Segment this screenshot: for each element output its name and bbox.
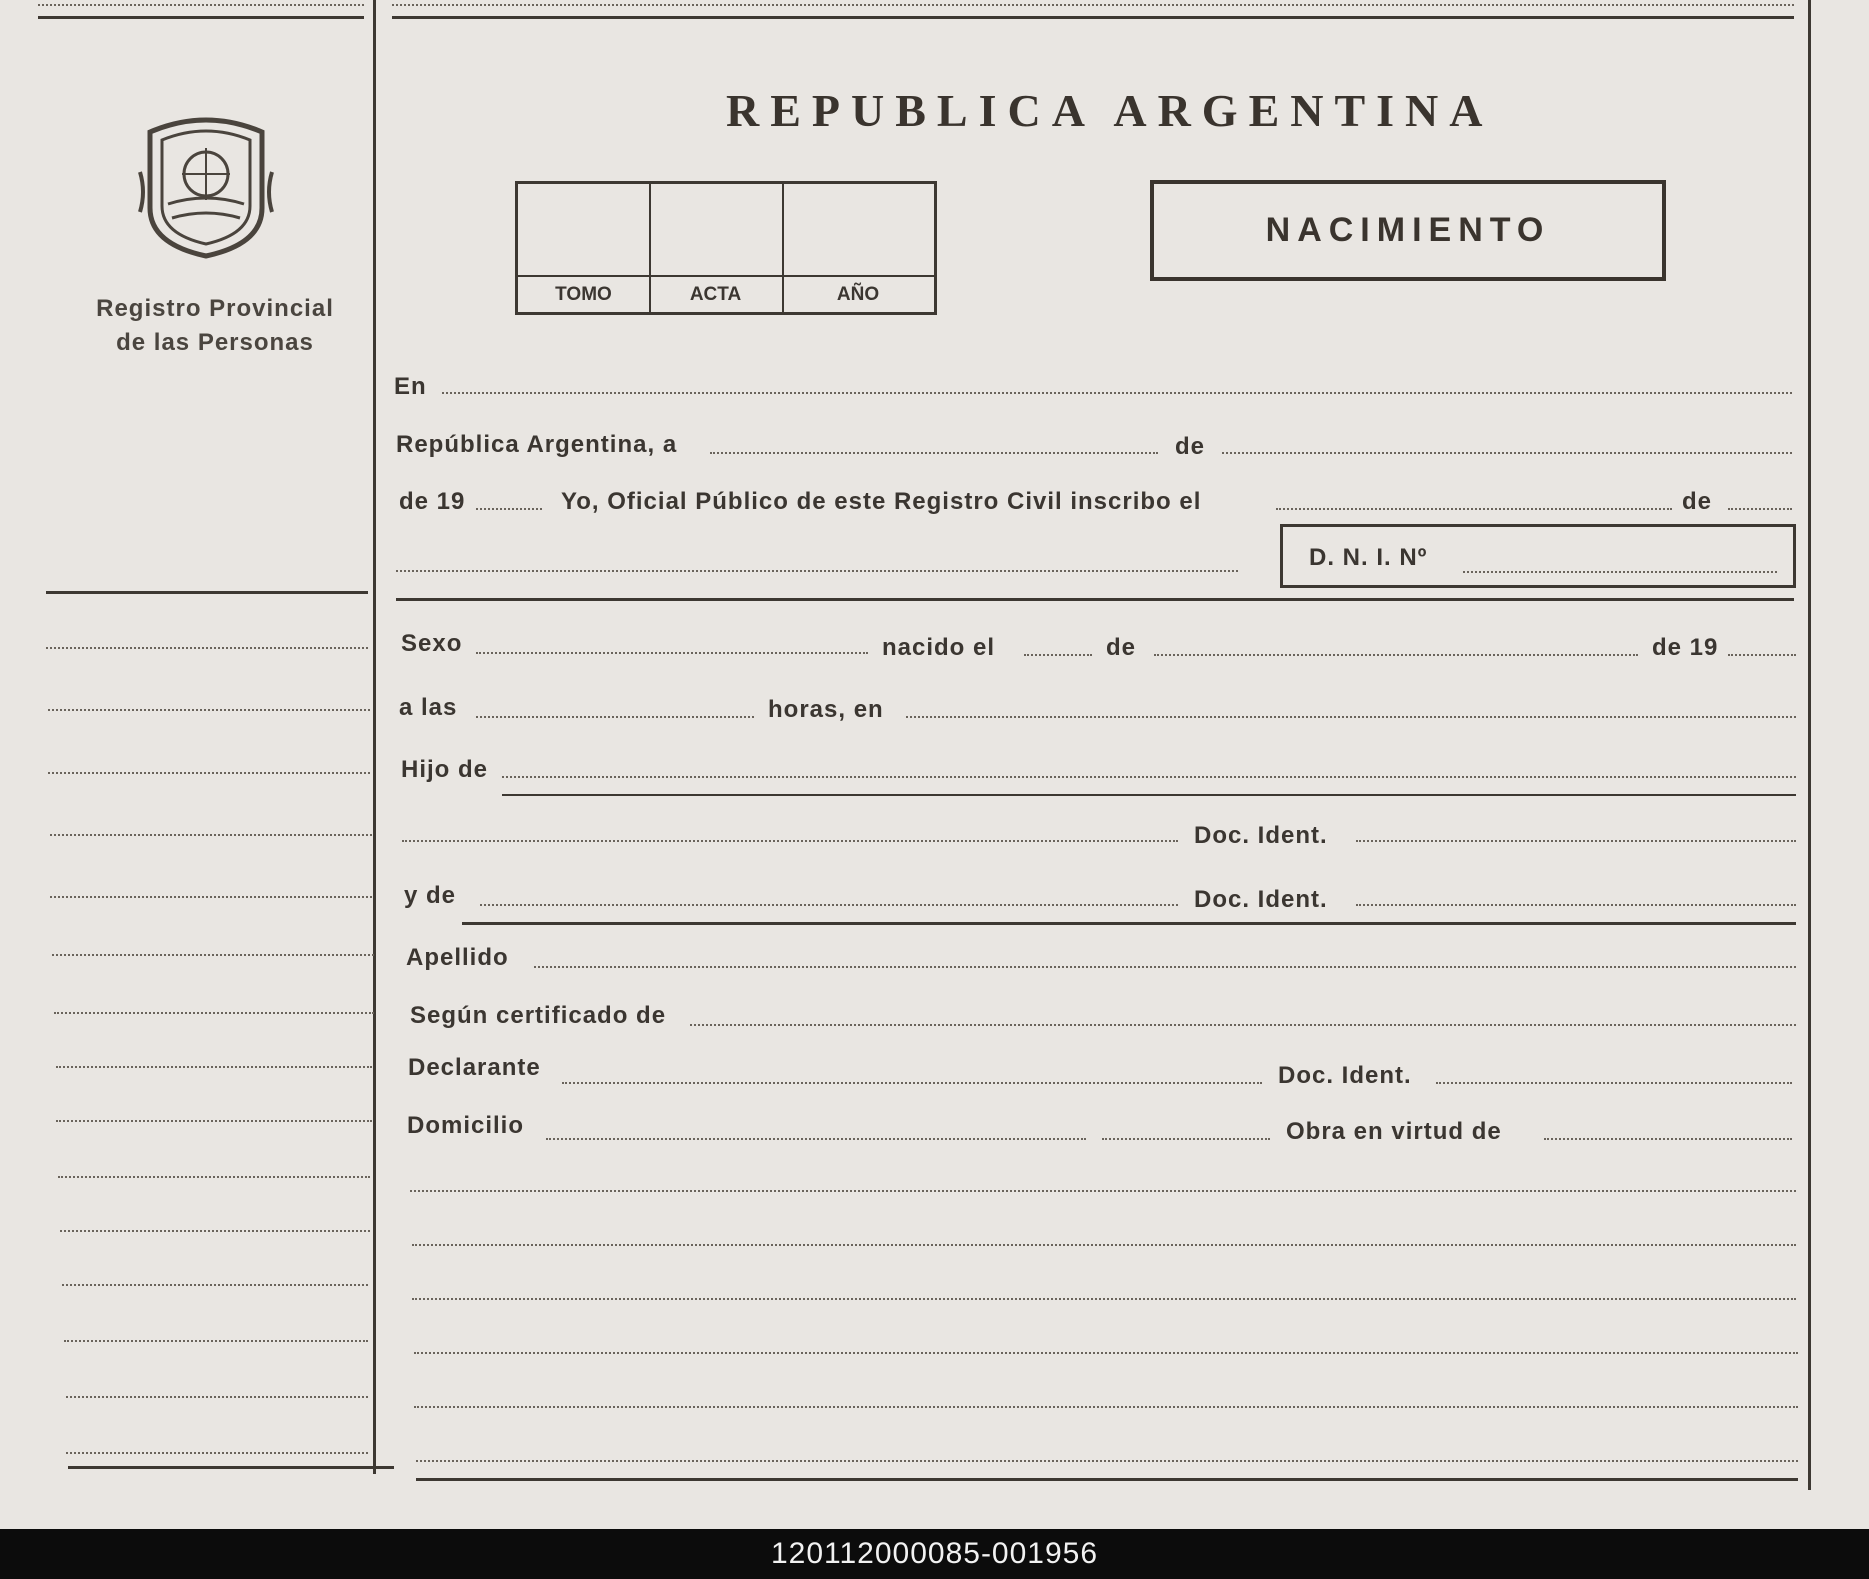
doc-ident-line-3[interactable] xyxy=(1436,1082,1792,1084)
padre-line[interactable] xyxy=(402,840,1178,842)
registry-name xyxy=(70,292,360,360)
doc-ident-label-2: Doc. Ident. xyxy=(1194,886,1328,913)
domicilio-line[interactable] xyxy=(546,1138,1086,1140)
yde-label: y de xyxy=(404,882,457,909)
registry-line-1: Registro Provincial xyxy=(96,295,334,322)
inscribo-line[interactable] xyxy=(1276,508,1672,510)
section-rule-1 xyxy=(396,598,1794,601)
top-dots-left xyxy=(38,4,364,6)
doc-ident-label-3: Doc. Ident. xyxy=(1278,1062,1412,1089)
nacido-mes-line[interactable] xyxy=(1154,654,1638,656)
left-line-9 xyxy=(56,1120,372,1122)
obra-line[interactable] xyxy=(1544,1138,1792,1140)
bottom-rule xyxy=(416,1478,1798,1481)
note-line-2[interactable] xyxy=(412,1244,1796,1246)
left-line-1 xyxy=(46,647,368,649)
republica-label: República Argentina, a xyxy=(396,431,678,458)
left-bottom-rule xyxy=(68,1466,394,1469)
left-line-12 xyxy=(62,1284,368,1286)
column-divider xyxy=(373,0,376,1474)
left-line-2 xyxy=(48,709,370,711)
left-line-14 xyxy=(66,1396,368,1398)
left-section-rule xyxy=(46,591,368,594)
dni-label: D. N. I. Nº xyxy=(1309,544,1428,571)
segun-label: Según certificado de xyxy=(410,1002,667,1029)
de-label-1: de xyxy=(1175,433,1206,460)
left-line-10 xyxy=(58,1176,370,1178)
apellido-label: Apellido xyxy=(406,944,509,971)
doc-ident-line-1[interactable] xyxy=(1356,840,1796,842)
nacido-year-line[interactable] xyxy=(1728,654,1796,656)
ano-label: AÑO xyxy=(836,284,880,305)
left-line-15 xyxy=(66,1452,368,1454)
domicilio-line-b[interactable] xyxy=(1102,1138,1270,1140)
domicilio-label: Domicilio xyxy=(407,1112,525,1139)
nacido-label: nacido el xyxy=(882,634,996,661)
top-rule-right xyxy=(392,16,1794,19)
nacido-dia-line[interactable] xyxy=(1024,654,1092,656)
record-type-box: NACIMIENTO xyxy=(1150,180,1666,281)
note-line-6[interactable] xyxy=(416,1460,1798,1462)
hora-line[interactable] xyxy=(476,716,754,718)
fecha-mes-line[interactable] xyxy=(1222,452,1792,454)
left-line-7 xyxy=(54,1012,374,1014)
de19-label: de 19 xyxy=(399,488,466,515)
de-label-2: de xyxy=(1682,488,1713,515)
sexo-line[interactable] xyxy=(476,652,868,654)
tomo-label: TOMO xyxy=(555,284,612,305)
en-line[interactable] xyxy=(442,392,1792,394)
document-id-footer: 120112000085-001956 xyxy=(0,1529,1869,1579)
note-line-5[interactable] xyxy=(414,1406,1798,1408)
note-line-4[interactable] xyxy=(414,1352,1798,1354)
acta-label: ACTA xyxy=(689,284,742,305)
left-line-6 xyxy=(52,954,374,956)
left-line-5 xyxy=(50,896,372,898)
de-label-3: de xyxy=(1106,634,1137,661)
right-border xyxy=(1808,0,1811,1490)
left-line-11 xyxy=(60,1230,370,1232)
lugar-line[interactable] xyxy=(906,716,1796,718)
certificado-line[interactable] xyxy=(690,1024,1796,1026)
left-line-3 xyxy=(48,772,370,774)
inscribo-de-line[interactable] xyxy=(1728,508,1792,510)
coat-of-arms-icon xyxy=(138,112,274,262)
registry-line-2: de las Personas xyxy=(116,329,314,356)
alas-label: a las xyxy=(399,694,458,721)
dni-line[interactable] xyxy=(1463,571,1777,573)
doc-ident-label-1: Doc. Ident. xyxy=(1194,822,1328,849)
hijo-line[interactable] xyxy=(502,776,1796,778)
note-line-1[interactable] xyxy=(410,1190,1796,1192)
madre-line[interactable] xyxy=(480,904,1178,906)
document-title: REPUBLICA ARGENTINA xyxy=(726,85,1494,136)
left-line-8 xyxy=(56,1066,372,1068)
fecha-dia-line[interactable] xyxy=(710,452,1158,454)
left-line-13 xyxy=(64,1340,368,1342)
section-rule-2 xyxy=(462,922,1796,925)
left-line-4 xyxy=(50,834,372,836)
year-line[interactable] xyxy=(476,508,542,510)
en-label: En xyxy=(394,373,427,400)
dni-box xyxy=(1280,524,1796,588)
de19b-label: de 19 xyxy=(1652,634,1719,661)
hijo-label: Hijo de xyxy=(401,756,489,783)
oficial-label: Yo, Oficial Público de este Registro Civil inscribo el xyxy=(561,488,1202,515)
doc-ident-line-2[interactable] xyxy=(1356,904,1796,906)
top-dots-right xyxy=(392,4,1794,6)
hijo-underline xyxy=(502,794,1796,796)
blank-line-1[interactable] xyxy=(396,570,1238,572)
note-line-3[interactable] xyxy=(412,1298,1796,1300)
declarante-label: Declarante xyxy=(408,1054,541,1081)
declarante-line[interactable] xyxy=(562,1082,1262,1084)
sexo-label: Sexo xyxy=(401,630,463,657)
top-rule-left xyxy=(38,16,364,19)
horas-label: horas, en xyxy=(768,696,884,723)
apellido-line[interactable] xyxy=(534,966,1796,968)
obra-label: Obra en virtud de xyxy=(1286,1118,1502,1145)
table-label-rule xyxy=(518,275,934,277)
reference-table xyxy=(515,181,937,315)
